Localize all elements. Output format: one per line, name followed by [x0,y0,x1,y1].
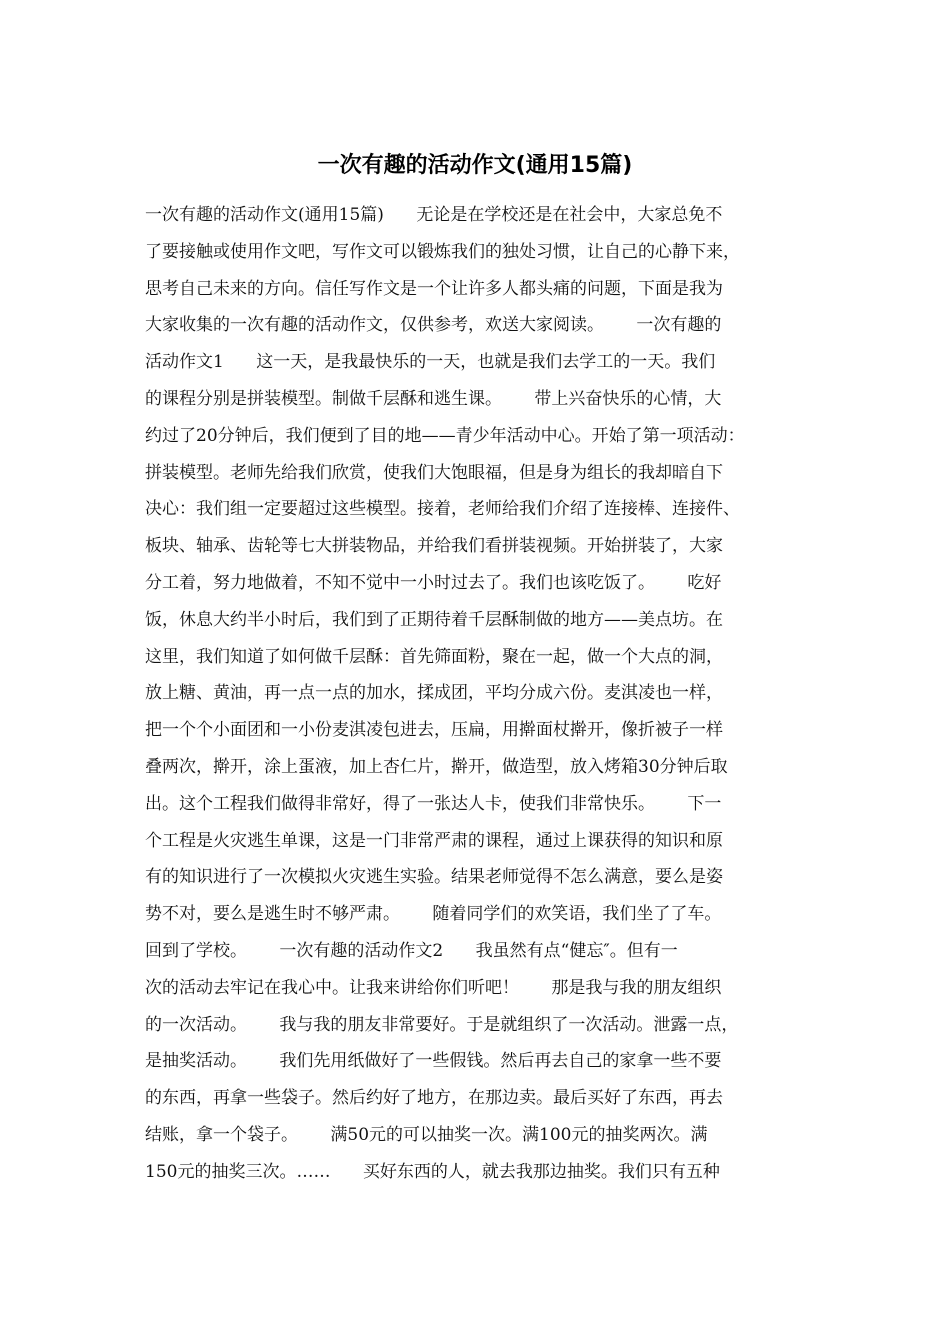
body-line: 拼装模型。老师先给我们欣赏，使我们大饱眼福，但是身为组长的我却暗自下 [145,462,723,483]
body-line: 了要接触或使用作文吧，写作文可以锻炼我们的独处习惯，让自己的心静下来， [145,241,740,262]
document-body [145,197,817,1191]
body-line: 思考自己未来的方向。信任写作文是一个让许多人都头痛的问题，下面是我为 [145,278,723,299]
body-line: 结账，拿一个袋子。 满50元的可以抽奖一次。满100元的抽奖两次。满 [145,1124,708,1145]
body-line: 的东西，再拿一些袋子。然后约好了地方，在那边卖。最后买好了东西，再去 [145,1088,723,1109]
document-title: 一次有趣的活动作文(通用15篇) [317,153,633,178]
body-line: 势不对，要么是逃生时不够严肃。 随着同学们的欢笑语，我们坐了了车。 [145,904,722,925]
body-line: 的课程分别是拼装模型。制做千层酥和逃生课。 带上兴奋快乐的心情，大 [145,388,722,409]
body-line: 是抽奖活动。 我们先用纸做好了一些假钱。然后再去自己的家拿一些不要 [145,1051,722,1072]
body-line: 分工着，努力地做着，不知不觉中一小时过去了。我们也该吃饭了。 吃好 [145,572,722,593]
body-line: 把一个个小面团和一小份麦淇凌包进去，压扁，用擀面杖擀开，像折被子一样 [145,720,723,741]
body-line: 叠两次，擀开，涂上蛋液，加上杏仁片，擀开，做造型，放入烤箱30分钟后取 [145,756,728,777]
body-line: 一次有趣的活动作文(通用15篇) 无论是在学校还是在社会中，大家总免不 [145,205,723,225]
body-line: 活动作文1 这一天，是我最快乐的一天，也就是我们去学工的一天。我们 [145,352,716,373]
body-line: 约过了20分钟后，我们便到了目的地——青少年活动中心。开始了第一项活动： [145,425,745,446]
body-line: 个工程是火灾逃生单课，这是一门非常严肃的课程，通过上课获得的知识和原 [145,830,723,851]
body-line: 大家收集的一次有趣的活动作文，仅供参考，欢送大家阅读。 一次有趣的 [145,315,722,336]
body-line: 次的活动去牢记在我心中。让我来讲给你们听吧！ 那是我与我的朋友组织 [145,977,722,998]
body-line: 回到了学校。 一次有趣的活动作文2 我虽然有点“健忘″。但有一 [145,940,678,961]
body-line: 板块、轴承、齿轮等七大拼装物品，并给我们看拼装视频。开始拼装了，大家 [145,536,723,557]
body-line: 决心：我们组一定要超过这些模型。接着，老师给我们介绍了连接棒、连接件、 [145,499,740,520]
body-line: 的一次活动。 我与我的朋友非常要好。于是就组织了一次活动。泄露一点， [145,1014,739,1035]
body-line: 出。这个工程我们做得非常好，得了一张达人卡，使我们非常快乐。 下一 [145,793,722,814]
body-line: 150元的抽奖三次。…… 买好东西的人，就去我那边抽奖。我们只有五种 [145,1161,720,1182]
body-line: 有的知识进行了一次模拟火灾逃生实验。结果老师觉得不怎么满意，要么是姿 [145,867,723,888]
body-line: 放上糖、黄油，再一点一点的加水，揉成团，平均分成六份。麦淇凌也一样， [145,683,723,704]
body-line: 饭，休息大约半小时后，我们到了正期待着千层酥制做的地方——美点坊。在 [145,609,723,630]
body-line: 这里，我们知道了如何做千层酥：首先筛面粉，聚在一起，做一个大点的洞， [145,646,723,667]
